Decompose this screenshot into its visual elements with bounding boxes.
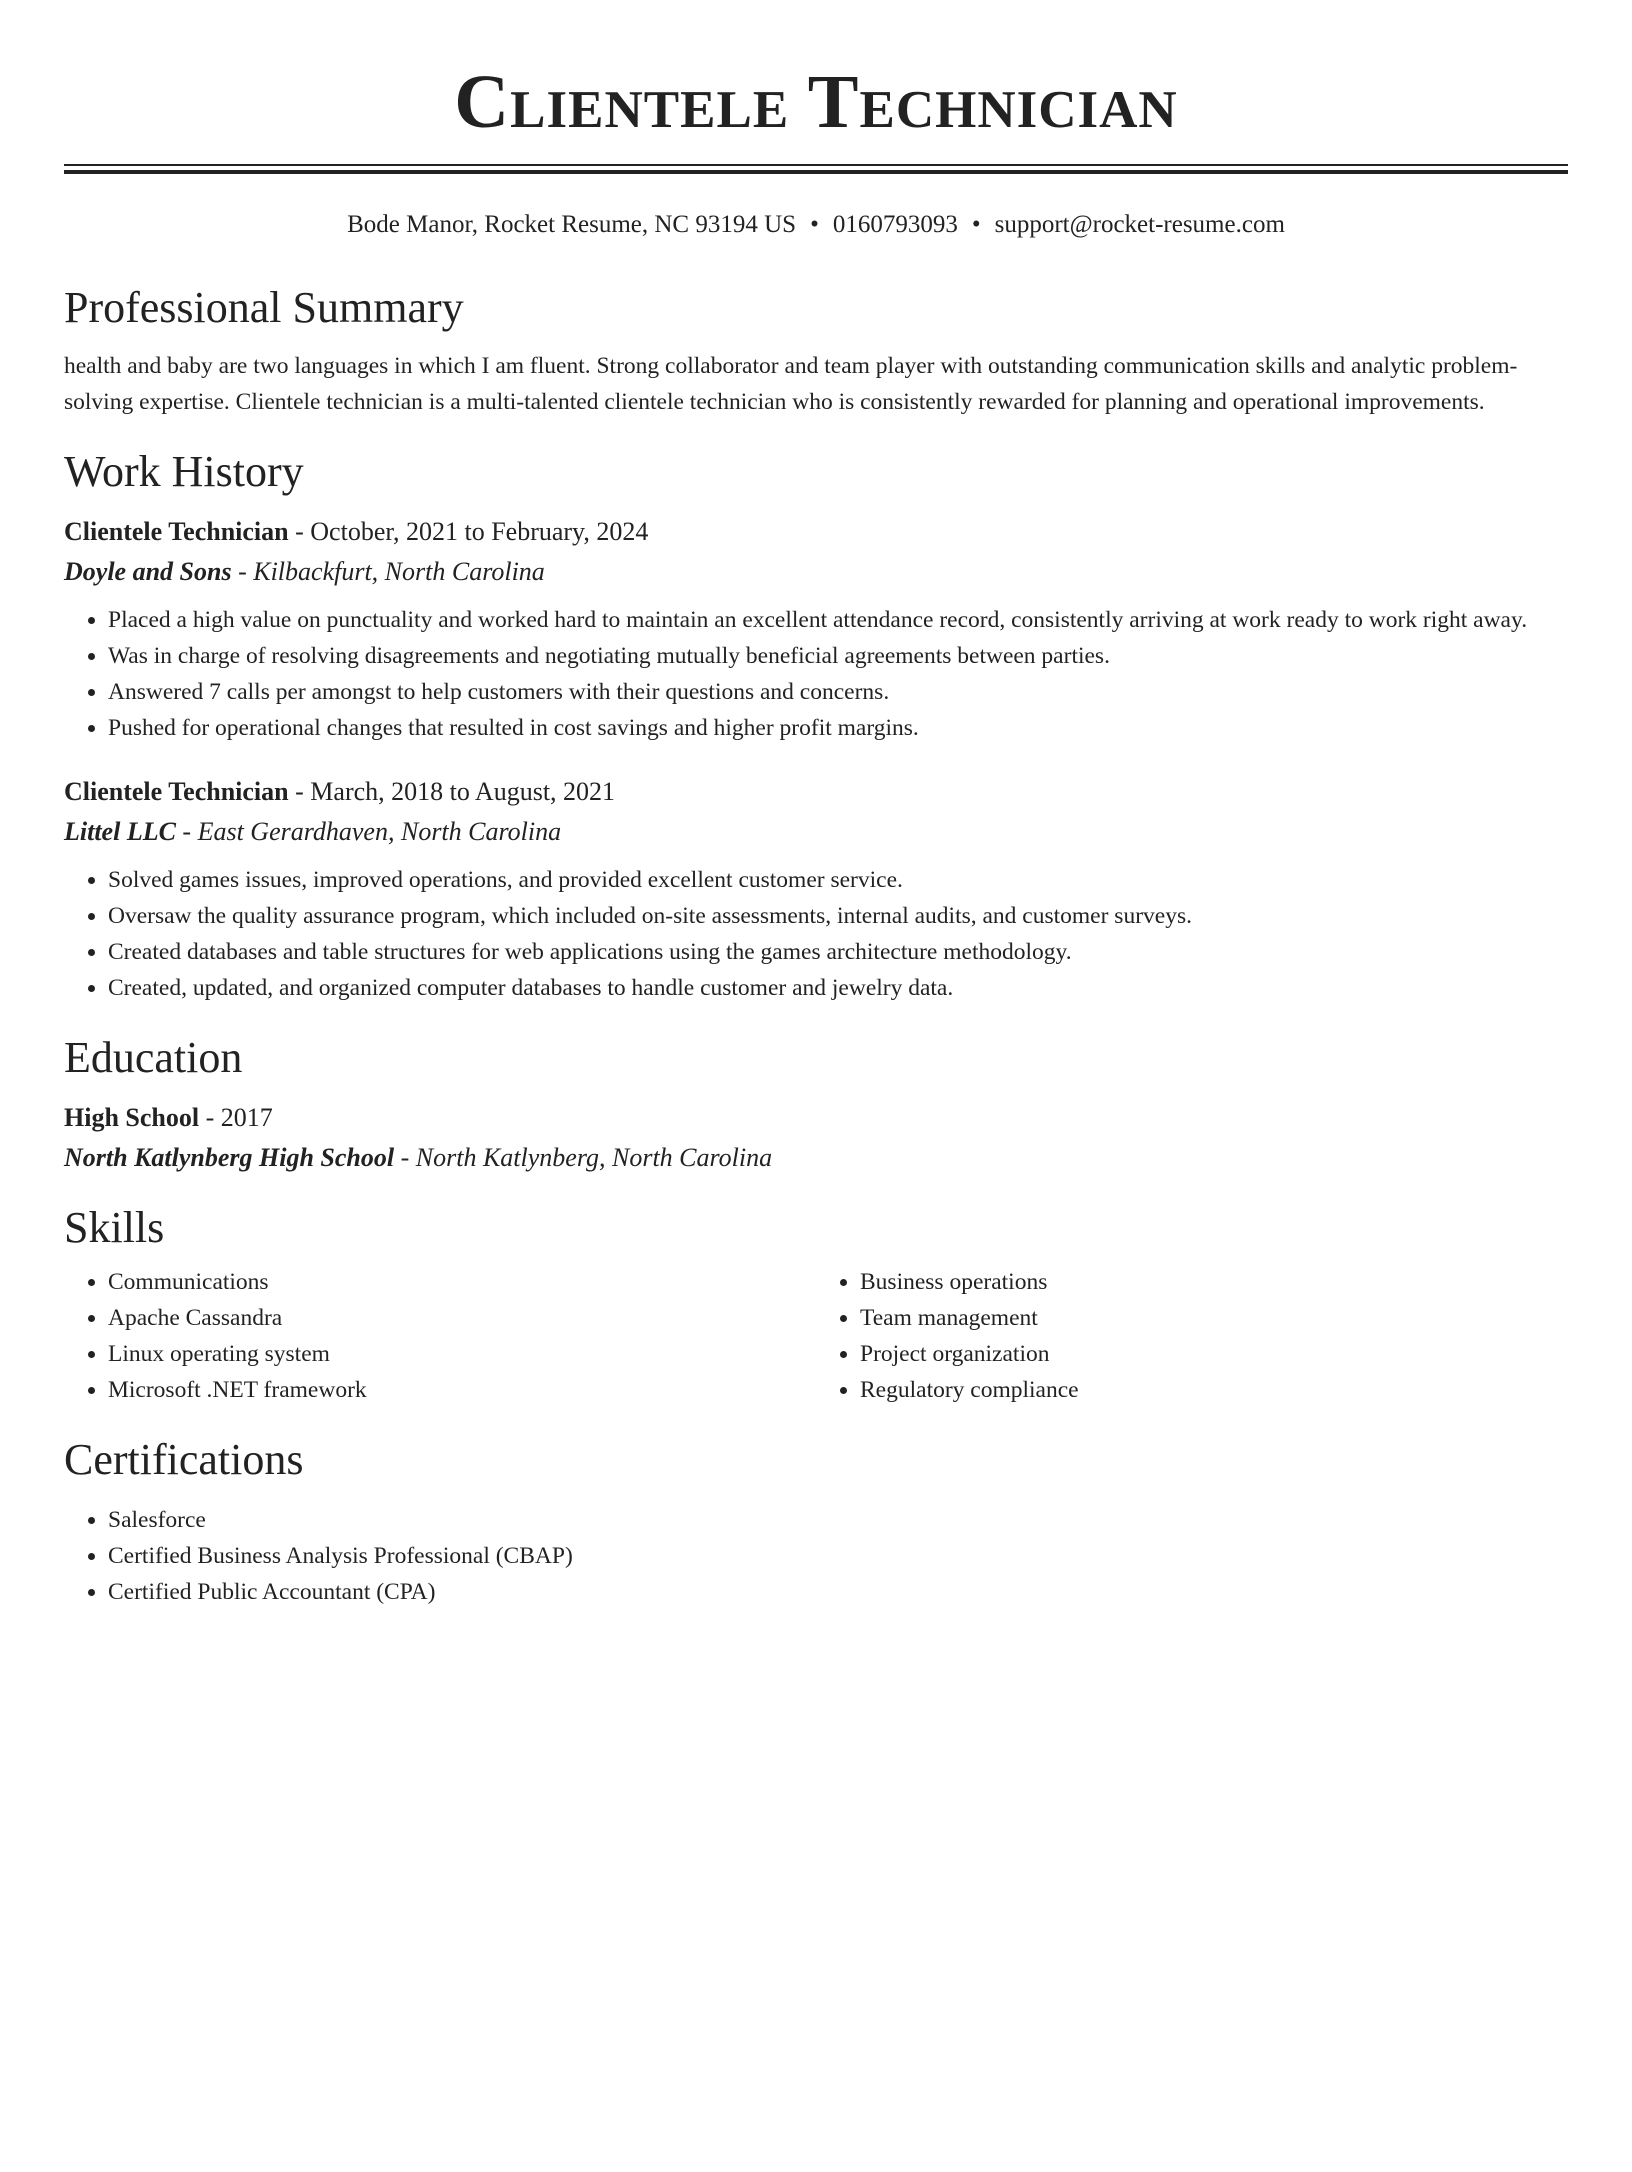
job-title-line xyxy=(64,774,1568,810)
summary-text: health and baby are two languages in which I am fluent. Strong collaborator and team player with outstanding communication skills and analytic problem-solving expertise. Clientele technician is a multi-talented clientele technician who is consistently rewarded for planning and operational improvements. xyxy=(64,353,1518,415)
contact-phone: 0160793093 xyxy=(832,211,958,238)
certification-item: • Salesforce xyxy=(108,1502,1568,1538)
job-bullet: • Placed a high value on punctuality and worked hard to maintain an excellent attendance record, consistently arriving at work ready to work right away. xyxy=(108,602,1568,638)
job-bullet: • Answered 7 calls per amongst to help customers with their questions and concerns. xyxy=(108,674,1568,710)
job-location: - Kilbackfurt, North Carolina xyxy=(231,557,545,586)
job-location: - East Gerardhaven, North Carolina xyxy=(175,817,562,846)
contact-email: support@rocket-resume.com xyxy=(994,211,1285,238)
skill-item: • Project organization xyxy=(860,1336,1568,1372)
skill-item: • Apache Cassandra xyxy=(108,1300,816,1336)
job-bullet: • Oversaw the quality assurance program, which included on-site assessments, internal audits, and customer surveys. xyxy=(108,898,1568,934)
contact-separator: • xyxy=(971,211,981,238)
header-divider xyxy=(64,164,1568,174)
education-year: - 2017 xyxy=(199,1103,273,1132)
skill-item: • Communications xyxy=(108,1264,816,1300)
skills-columns xyxy=(64,1264,1568,1408)
resume-page xyxy=(0,60,1632,1610)
job-entry xyxy=(64,514,1568,746)
education-school-line xyxy=(64,1140,1568,1176)
contact-address: Bode Manor, Rocket Resume, NC 93194 US xyxy=(347,211,797,238)
education-location: - North Katlynberg, North Carolina xyxy=(394,1143,773,1172)
skill-item: • Regulatory compliance xyxy=(860,1372,1568,1408)
work-history-heading: Work History xyxy=(64,447,304,496)
job-bullets xyxy=(64,862,1568,1006)
education-degree-line xyxy=(64,1100,1568,1136)
job-company: Littel LLC xyxy=(64,817,176,846)
education-degree: High School xyxy=(64,1103,200,1132)
resume-name: Clientele Technician xyxy=(454,60,1178,144)
certification-item: • Certified Public Accountant (CPA) xyxy=(108,1574,1568,1610)
skills-heading: Skills xyxy=(64,1203,165,1252)
job-title-line xyxy=(64,514,1568,550)
job-company-line xyxy=(64,554,1568,590)
job-bullet: • Pushed for operational changes that resulted in cost savings and higher profit margins. xyxy=(108,710,1568,746)
certifications-list xyxy=(64,1502,1568,1610)
job-title: Clientele Technician xyxy=(64,777,289,806)
contact-separator: • xyxy=(810,211,819,238)
certifications-heading: Certifications xyxy=(64,1435,304,1484)
job-dates: - October, 2021 to February, 2024 xyxy=(288,517,649,546)
certification-item: • Certified Business Analysis Professional (CBAP) xyxy=(108,1538,1568,1574)
education-school: North Katlynberg High School xyxy=(64,1143,395,1172)
job-dates: - March, 2018 to August, 2021 xyxy=(288,777,616,806)
job-entry xyxy=(64,774,1568,1006)
skills-list-left xyxy=(64,1264,816,1408)
skill-item: • Team management xyxy=(860,1300,1568,1336)
job-bullet: • Created, updated, and organized computer databases to handle customer and jewelry data. xyxy=(108,970,1568,1006)
skill-item: • Microsoft .NET framework xyxy=(108,1372,816,1408)
job-company: Doyle and Sons xyxy=(64,557,232,586)
skill-item: • Business operations xyxy=(860,1264,1568,1300)
job-bullet: • Solved games issues, improved operations, and provided excellent customer service. xyxy=(108,862,1568,898)
job-bullet: • Created databases and table structures for web applications using the games architecture methodology. xyxy=(108,934,1568,970)
contact-line xyxy=(64,208,1568,242)
skills-list-right xyxy=(816,1264,1568,1408)
job-title: Clientele Technician xyxy=(64,517,289,546)
job-company-line xyxy=(64,814,1568,850)
skill-item: • Linux operating system xyxy=(108,1336,816,1372)
job-bullets xyxy=(64,602,1568,746)
job-bullet: • Was in charge of resolving disagreements and negotiating mutually beneficial agreements between parties. xyxy=(108,638,1568,674)
education-heading: Education xyxy=(64,1033,243,1082)
summary-heading: Professional Summary xyxy=(64,283,464,332)
